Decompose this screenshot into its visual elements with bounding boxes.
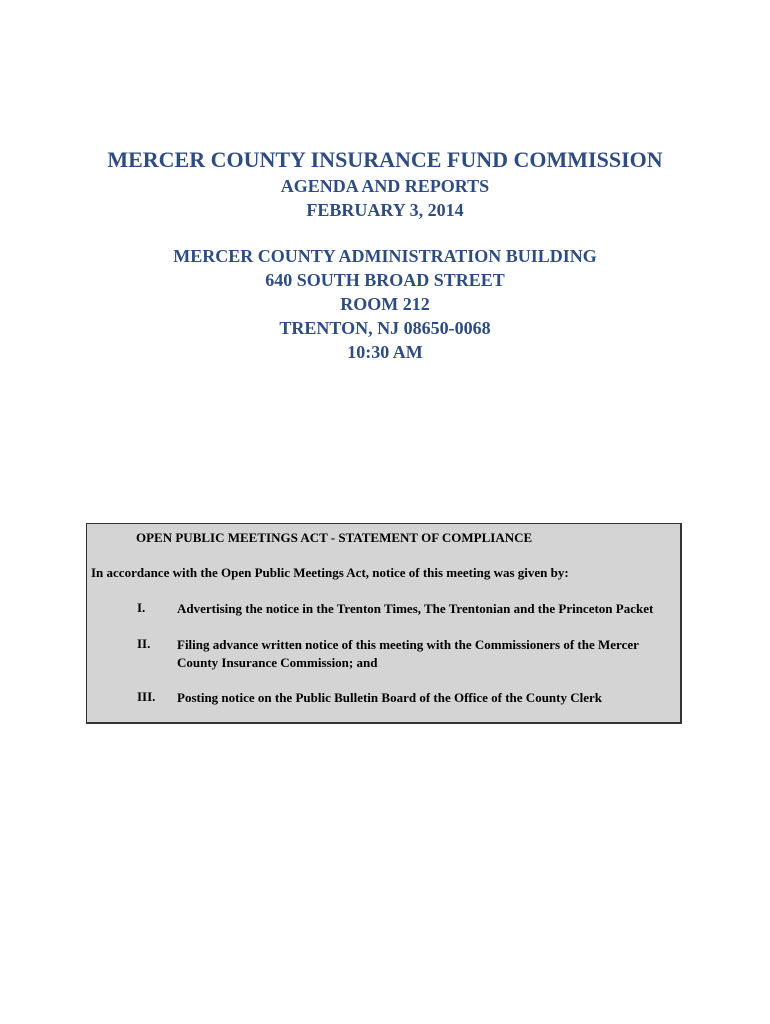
list-item-text: Posting notice on the Public Bulletin Board of the Office of the County Clerk (177, 690, 603, 705)
meeting-location: MERCER COUNTY ADMINISTRATION BUILDING (173, 246, 597, 266)
list-item-text: Advertising the notice in the Trenton Times, The Trentonian and the Princeton Packet (177, 601, 654, 616)
meeting-time: 10:30 AM (347, 342, 423, 362)
meeting-date: FEBRUARY 3, 2014 (306, 200, 464, 220)
commission-title: MERCER COUNTY INSURANCE FUND COMMISSION (107, 147, 663, 172)
agenda-subtitle: AGENDA AND REPORTS (280, 176, 490, 196)
list-item-numeral: II. (137, 636, 151, 651)
meeting-city: TRENTON, NJ 08650-0068 (279, 318, 491, 338)
compliance-statement-box (86, 523, 682, 724)
meeting-street: 640 SOUTH BROAD STREET (265, 270, 505, 290)
list-item-numeral: I. (137, 600, 146, 615)
list-item-numeral: III. (137, 689, 156, 704)
list-item-text: Filing advance written notice of this meeting with the Commissioners of the Mercer County Insurance Commission; and (177, 637, 639, 670)
compliance-heading: OPEN PUBLIC MEETINGS ACT - STATEMENT OF COMPLIANCE (136, 530, 533, 545)
meeting-room: ROOM 212 (340, 294, 430, 314)
compliance-intro: In accordance with the Open Public Meetings Act, notice of this meeting was given by: (91, 565, 569, 580)
